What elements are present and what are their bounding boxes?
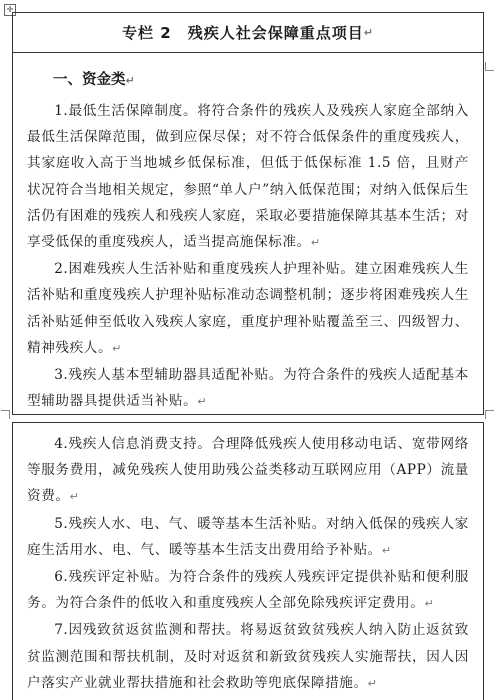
table-move-handle-icon[interactable]: ✛ — [4, 4, 16, 16]
paragraph-mark: ↵ — [69, 490, 80, 504]
paragraph-mark: ↵ — [310, 236, 321, 250]
paragraph-3 — [27, 362, 469, 415]
paragraph-text: 2.困难残疾人生活补贴和重度残疾人护理补贴。建立困难残疾人生活补贴和重度残疾人护理补贴标准动态调整机制；逐步将困难残疾人生活补贴延伸至低收入残疾人家庭，重度护理补贴覆盖至三、四级智力、精神残疾人。 — [27, 261, 469, 356]
paragraph-7 — [27, 617, 469, 697]
paragraph-mark: ↵ — [197, 395, 208, 409]
paragraph-2 — [27, 256, 469, 362]
margin-corner-mark — [485, 62, 494, 71]
paragraph-text: 1.最低生活保障制度。将符合条件的残疾人及残疾人家庭全部纳入最低生活保障范围，做到应保尽保；对不符合低保条件的重度残疾人，其家庭收入高于当地城乡低保标准，但低于低保标准 1.5 倍，且财产状况符合当地相关规定，参照“单人户”纳入低保范围；对纳入低保后生活仍有困难的残疾人和残疾人家庭，采取必要措施保障其基本生活；对享受低保的重度残疾人，适当提高施保标准。 — [27, 103, 469, 251]
paragraph-4 — [27, 431, 469, 511]
paragraph-mark: ↵ — [381, 543, 392, 557]
box-content-top — [13, 53, 483, 415]
paragraph-text: 6.残疾评定补贴。为符合条件的残疾人残疾评定提供补贴和便利服务。为符合条件的低收入和重度残疾人全部免除残疾评定费用。 — [27, 569, 469, 612]
box-title-row — [13, 13, 483, 53]
box-content-bottom — [13, 423, 483, 697]
box-title: 专栏 2 残疾人社会保障重点项目 — [122, 24, 364, 42]
section-heading-text: 一、资金类 — [53, 72, 126, 88]
table-box-top — [12, 12, 484, 415]
paragraph-mark: ↵ — [367, 676, 378, 690]
paragraph-5 — [27, 511, 469, 564]
paragraph-6 — [27, 564, 469, 617]
paragraph-text: 5.残疾人水、电、气、暖等基本生活补贴。对纳入低保的残疾人家庭生活用水、电、气、暖等基本生活支出费用给予补贴。 — [27, 515, 469, 558]
paragraph-mark: ↵ — [424, 597, 435, 611]
paragraph-text: 3.残疾人基本型辅助器具适配补贴。为符合条件的残疾人适配基本型辅助器具提供适当补贴。 — [27, 367, 469, 410]
paragraph-1 — [27, 98, 469, 256]
margin-corner-mark — [485, 410, 494, 419]
section-heading — [53, 67, 469, 94]
paragraph-text: 4.残疾人信息消费支持。合理降低残疾人使用移动电话、宽带网络等服务费用，减免残疾人使用助残公益类移动互联网应用（APP）流量资费。 — [27, 436, 469, 505]
paragraph-mark: ↵ — [112, 341, 122, 355]
paragraph-mark: ↵ — [125, 74, 135, 87]
paragraph-text: 7.因残致贫返贫监测和帮扶。将易返贫致贫残疾人纳入防止返贫致贫监测范围和帮扶机制，及时对返贫和新致贫残疾人实施帮扶，因人因户落实产业就业帮扶措施和社会救助等兜底保障措施。 — [27, 622, 469, 691]
margin-corner-mark — [1, 410, 10, 419]
paragraph-mark: ↵ — [363, 26, 374, 39]
table-box-bottom — [12, 422, 484, 700]
